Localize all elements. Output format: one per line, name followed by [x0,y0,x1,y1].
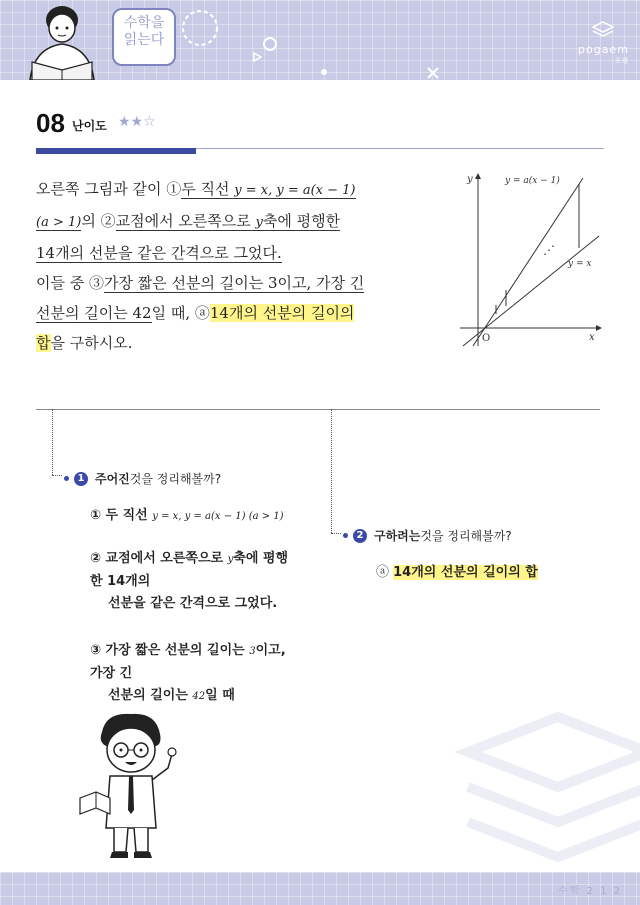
problem-line-2: (a > 1)의 ②교점에서 오른쪽으로 y축에 평행한 [36,212,341,230]
cross-decoration [426,66,440,80]
speech-bubble [112,8,176,66]
problem-line-6: 합을 구하시오. [36,334,133,352]
given-section-heading: 1 주어진 것을 정리해볼까? [64,470,221,487]
ask-item: ⓐ 14개의 선분의 길이의 합 [376,565,538,580]
logo-text: pogaem [578,43,629,56]
problem-number: 08 [36,108,65,138]
y-axis-label: y [467,174,473,185]
problem-statement [36,174,456,358]
difficulty-stars: ★★☆ [118,114,156,130]
student-reading-illustration [10,0,110,80]
problem-line-3: 14개의 선분을 같은 간격으로 그었다. [36,244,282,262]
x-axis-label: x [589,332,595,343]
logo-subtext: 포갬 [614,57,628,65]
steep-line-label: y = a(x − 1) [505,176,560,186]
stacked-layers-decoration [448,712,640,872]
ask-section-heading: 2 구하려는 것을 정리해볼까? [343,527,512,544]
header-accent-bar [36,148,196,154]
problem-line-5: 선분의 길이는 42일 때, ⓐ14개의 선분의 길이의 [36,304,355,322]
dot-decoration [320,68,328,76]
given-item-1: ① 두 직선 y = x, y = a(x − 1) (a > 1) [90,508,284,523]
teacher-character-illustration [76,710,186,860]
given-item-2: ② 교점에서 오른쪽으로 y축에 평행 한 14개의 선분을 같은 간격으로 그었다. [90,551,289,611]
page-number: 수학 2 1 2 [558,886,622,897]
section-number-badge: 1 [74,472,88,486]
publisher-logo [578,20,628,66]
bullet-dot [64,476,69,481]
origin-label: O [482,333,491,344]
footer-band [0,872,640,905]
triangle-decoration [252,52,262,62]
shallow-line-label: y = x [568,259,592,269]
bullet-dot [343,533,348,538]
section-divider [36,409,600,410]
connector-line [52,409,53,475]
section-number-badge: 2 [353,529,367,543]
connector-line [331,533,341,534]
problem-graph [455,168,605,348]
problem-line-1: 오른쪽 그림과 같이 ①두 직선 y = x, y = a(x − 1) [36,180,356,198]
connector-line [52,475,62,476]
dashed-circle-decoration [180,8,220,48]
given-item-3: ③ 가장 짧은 선분의 길이는 3이고, 가장 긴 선분의 길이는 42일 때 [90,643,286,703]
difficulty-label: 난이도 [72,119,107,133]
stacked-layers-icon [591,20,615,40]
problem-line-4: 이들 중 ③가장 짧은 선분의 길이는 3이고, 가장 긴 [36,274,365,292]
bubble-line-1: 수학을 [123,15,165,31]
circle-decoration [262,36,278,52]
bubble-line-2: 읽는다 [123,32,165,48]
segment-ellipsis: ⋰ [543,243,555,257]
